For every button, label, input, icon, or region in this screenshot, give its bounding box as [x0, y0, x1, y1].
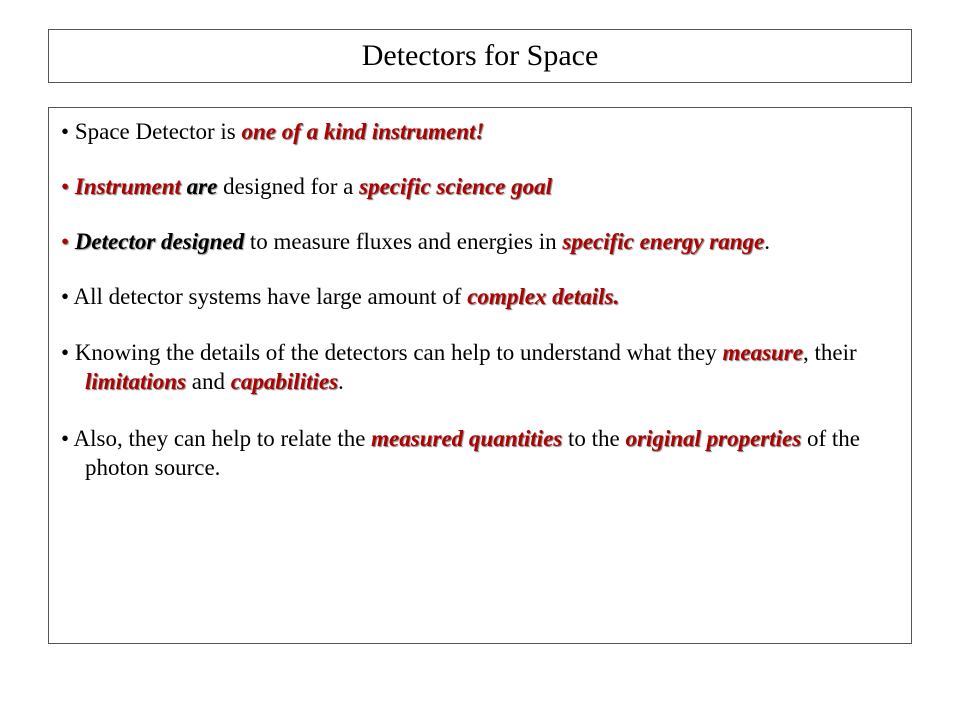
emphasis-text: capabilities [230, 369, 339, 394]
bullet-text: of the photon source. [85, 426, 860, 480]
bullet-text: . [338, 369, 344, 394]
bullet-dot: • [61, 229, 70, 254]
bullet-dot: • [61, 340, 70, 365]
emphasis-text: original properties [625, 426, 802, 451]
emphasis-text: measure [722, 340, 803, 365]
slide-title: Detectors for Space [361, 39, 599, 72]
bullet-text: Knowing the details of the detectors can help to understand what they [74, 340, 723, 365]
bullet-item-5 [61, 338, 899, 396]
bullet-text: to measure fluxes and energies in [244, 229, 563, 254]
bullet-text: Also, they can help to relate the [73, 426, 372, 451]
bullet-dot: • [61, 426, 70, 451]
bullet-text: and [185, 369, 231, 394]
bullet-text: , their [802, 340, 857, 365]
bullet-text: . [764, 229, 770, 254]
emphasis-text: are [186, 174, 218, 199]
emphasis-text: Detector designed [74, 229, 245, 254]
bullet-text: to the [562, 426, 626, 451]
slide-title-box [48, 29, 912, 83]
slide-content-box [48, 107, 912, 644]
emphasis-text: limitations [85, 369, 186, 394]
bullet-dot: • [61, 174, 70, 199]
bullet-item-4 [61, 283, 899, 310]
emphasis-text: measured quantities [371, 426, 563, 451]
bullet-text: designed for a [217, 174, 360, 199]
emphasis-text: one of a kind instrument! [241, 119, 485, 144]
bullet-dot: • [61, 284, 70, 309]
bullet-item-1 [61, 118, 899, 145]
bullet-dot: • [61, 119, 70, 144]
emphasis-text: specific energy range [562, 229, 765, 254]
bullet-item-6 [61, 424, 899, 482]
emphasis-text: complex details. [467, 284, 620, 309]
bullet-text: All detector systems have large amount of [73, 284, 468, 309]
emphasis-text: Instrument [74, 174, 181, 199]
emphasis-text: specific science goal [359, 174, 553, 199]
bullet-item-3 [61, 228, 899, 255]
bullet-text: Space Detector is [74, 119, 242, 144]
bullet-item-2 [61, 173, 899, 200]
